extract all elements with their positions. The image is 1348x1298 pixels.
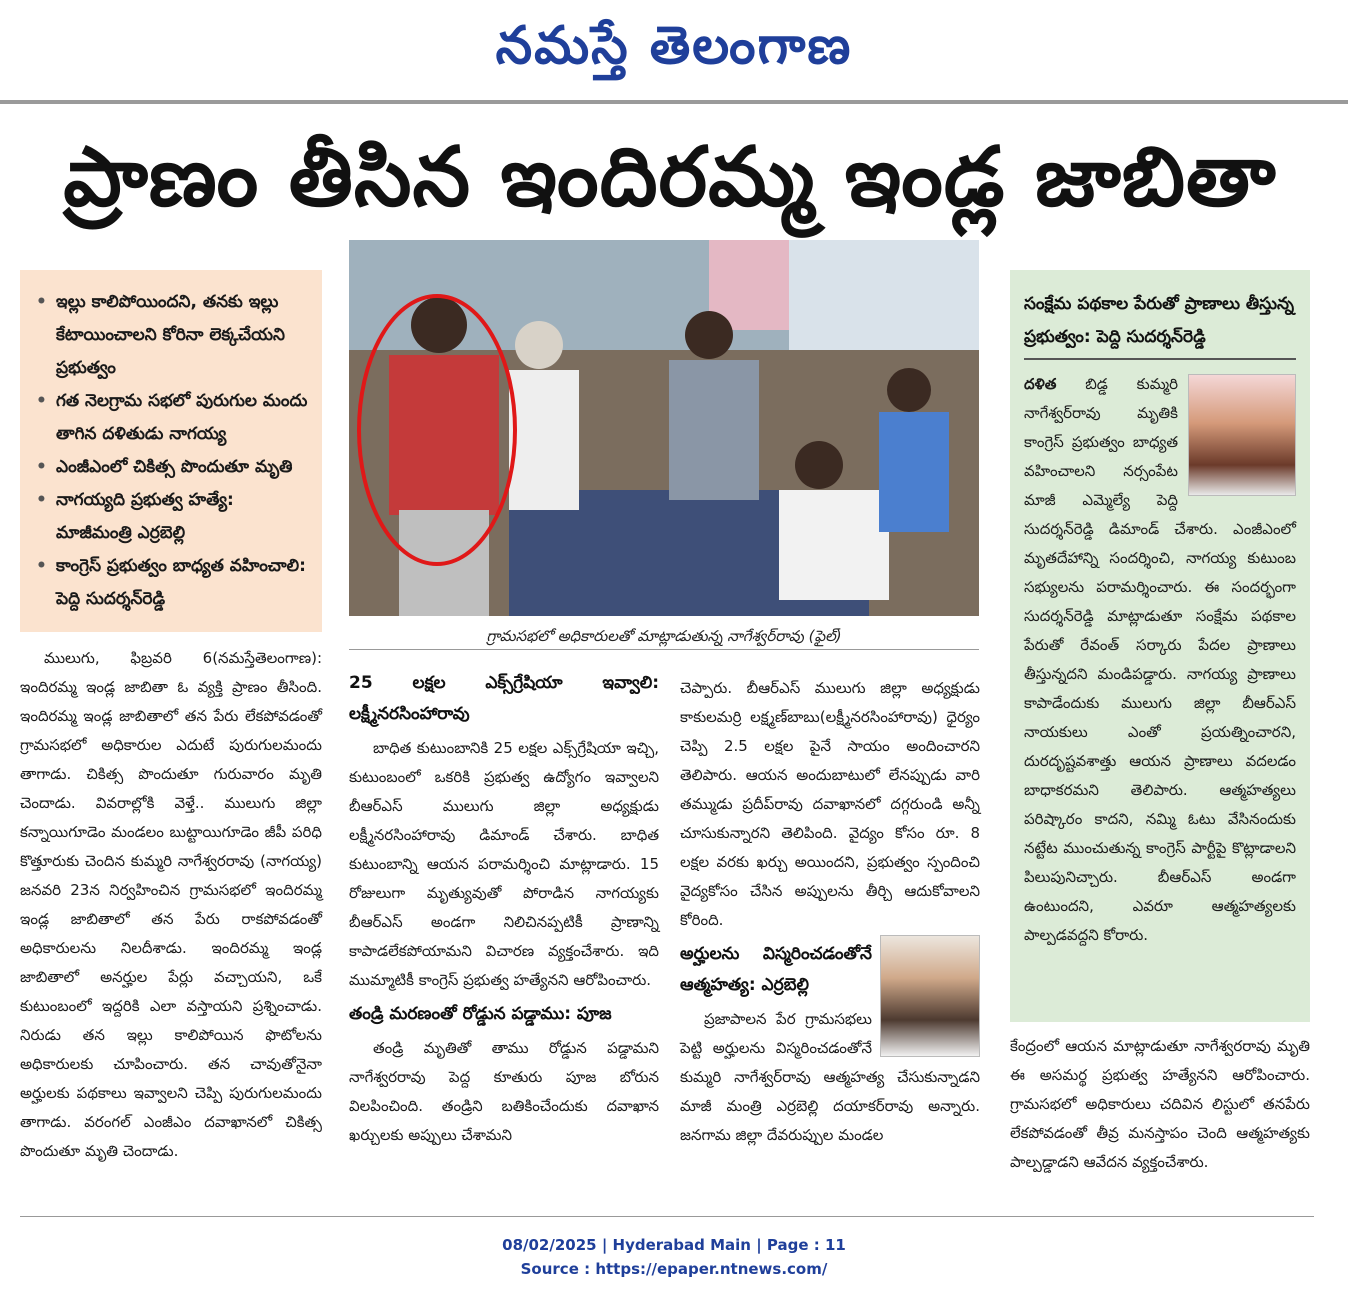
article-column-3 xyxy=(680,674,980,1204)
col4-paragraph: కేంద్రంలో ఆయన మాట్లాడుతూ నాగేశ్వరరావు మృతి ఈ అసమర్థ ప్రభుత్వ హత్యేనని ఆరోపించారు. గ్రామసభలో అధికారులు చదివిన లిస్టులో తనపేరు లేకపోవడంతో తీవ్ర మనస్తాపం చెంది ఆత్మహత్యకు పాల్పడ్డాడని ఆవేదన వ్యక్తంచేశారు. xyxy=(1010,1037,1310,1171)
bullet-icon: • xyxy=(36,490,47,510)
sidebar-portrait-photo xyxy=(1188,374,1296,496)
col3-portrait-photo xyxy=(880,935,980,1057)
col2-paragraph-1: బాధిత కుటుంబానికి 25 లక్షల ఎక్స్‌గ్రేషియా ఇచ్చి, కుటుంబంలో ఒకరికి ప్రభుత్వ ఉద్యోగం ఇవ్వాలని బీఆర్ఎస్ ములుగు జిల్లా అధ్యక్షుడు లక్ష్మీనరసింహారావు డిమాండ్ చేశారు. బాధిత కుటుంబాన్ని ఆయన పరామర్శించి మాట్లాడారు. 15 రోజులుగా మృత్యువుతో పోరాడిన నాగయ్యకు బీఆర్ఎస్ అండగా నిలిచినప్పటికీ ప్రాణాన్ని కాపాడలేకపోయామని విచారణ వ్యక్తంచేశారు. ఇది ముమ్మాటికీ కాంగ్రెస్ ప్రభుత్వ హత్యేనని ఆరోపించారు. xyxy=(349,739,659,989)
news-photo xyxy=(349,240,979,616)
highlights-list xyxy=(30,286,314,616)
headline: ప్రాణం తీసిన ఇందిరమ్మ ఇండ్ల జాబితా xyxy=(63,130,1277,225)
news-photo-illustration xyxy=(349,240,979,616)
col2-subhead-2: తండ్రి మరణంతో రోడ్డున పడ్డాము: పూజ xyxy=(349,1004,612,1024)
col3-paragraph-1: చెప్పారు. బీఆర్ఎస్ ములుగు జిల్లా అధ్యక్షుడు కాకులమర్రి లక్ష్మణ్‌బాబు(లక్ష్మీనరసింహారావు) ధైర్యం చెప్పి 2.5 లక్షల పైనే సాయం అందించారని తెలిపారు. ఆయన అందుబాటులో లేనప్పుడు వారి తమ్ముడు ప్రదీప్‌రావు దవాఖానలో దగ్గరుండి అన్నీ చూసుకున్నారని తెలిపింది. వైద్యం కోసం రూ. 8 లక్షల వరకు ఖర్చు అయిందని, ప్రభుత్వం స్పందించి వైద్యకోసం చేసిన అప్పులను తీర్చి ఆదుకోవాలని కోరింది. xyxy=(680,679,980,929)
col2-subhead-1: 25 లక్షల ఎక్స్‌గ్రేషియా ఇవ్వాలి: లక్ష్మీనరసింహారావు xyxy=(349,673,659,724)
bottom-rule xyxy=(20,1216,1314,1217)
sidebar-heading: సంక్షేమ పథకాల పేరుతో ప్రాణాలు తీస్తున్న ప్రభుత్వం: పెద్ది సుదర్శన్‌రెడ్డి xyxy=(1024,288,1296,360)
col3-paragraph-2: ప్రజాపాలన పేర గ్రామసభలు పెట్టి అర్హులను విస్మరించడంతోనే కుమ్మరి నాగేశ్వర్‌రావు ఆత్మహత్య చేసుకున్నాడని మాజీ మంత్రి ఎర్రబెల్లి దయాకర్‌రావు అన్నారు. జనగామ జిల్లా దేవరుప్పుల మండల xyxy=(680,1010,980,1144)
highlight-item: • గత నెలగ్రామ సభలో పురుగుల మందు తాగిన దళితుడు నాగయ్య xyxy=(30,385,314,451)
highlight-item: • నాగయ్యది ప్రభుత్వ హత్యే: మాజీమంత్రి ఎర్రబెల్లి xyxy=(30,484,314,550)
sidebar-article xyxy=(1010,270,1310,1022)
masthead-rule xyxy=(0,100,1348,104)
bullet-icon: • xyxy=(36,292,47,312)
col1-paragraph: ములుగు, ఫిబ్రవరి 6(నమస్తేతెలంగాణ): ఇందిరమ్మ ఇండ్ల జాబితా ఓ వ్యక్తి ప్రాణం తీసింది. ఇందిరమ్మ ఇండ్ల జాబితాలో తన పేరు లేకపోవడంతో గ్రామసభలో అధికారుల ఎదుటే పురుగులమందు తాగాడు. చికిత్స పొందుతూ గురువారం మృతి చెందాడు. వివరాల్లోకి వెళ్తే.. ములుగు జిల్లా కన్నాయిగూడెం మండలం బుట్టాయిగూడెం జీపీ పరిధి కొత్తూరుకు చెందిన కుమ్మరి నాగేశ్వరరావు (నాగయ్య) జనవరి 23న నిర్వహించిన గ్రామసభలో ఇందిరమ్మ ఇండ్ల జాబితాలో తన పేరు రాకపోవడంతో అధికారులను నిలదీశాడు. ఇందిరమ్మ ఇండ్ల జాబితాలో అనర్హుల పేర్లు వచ్చాయని, ఒకే కుటుంబంలో ఇద్దరికి ఎలా వస్తాయని ప్రశ్నించాడు. నిరుడు తన ఇల్లు కాలిపోయిన ఫొటోలను అధికారులకు చూపించారు. తన చావుతోనైనా అర్హులకు పథకాలు ఇవ్వాలని చెప్పి పురుగులమందు తాగాడు. వరంగల్ ఎంజీఎం దవాఖానలో చికిత్స పొందుతూ మృతి చెందాడు. xyxy=(20,649,322,1160)
highlight-item: • ఎంజీఎంలో చికిత్స పొందుతూ మృతి xyxy=(30,451,314,484)
bullet-icon: • xyxy=(36,556,47,576)
masthead xyxy=(0,0,1348,100)
col3-subhead: అర్హులను విస్మరించడంతోనే ఆత్మహత్య: ఎర్రబెల్లి xyxy=(680,944,872,995)
col2-paragraph-2: తండ్రి మృతితో తాము రోడ్డున పడ్డామని నాగేశ్వరరావు పెద్ద కూతురు పూజ బోరున విలపించింది. తండ్రిని బతికించేందుకు దవాఖాన ఖర్చులకు అప్పులు చేశామని xyxy=(349,1039,659,1144)
bullet-icon: • xyxy=(36,391,47,411)
article-column-4 xyxy=(1010,1032,1310,1204)
footer-edition-info: 08/02/2025 | Hyderabad Main | Page : 11 xyxy=(502,1236,846,1254)
article-column-1 xyxy=(20,644,322,1204)
highlight-item: • ఇల్లు కాలిపోయిందని, తనకు ఇల్లు కేటాయించాలని కోరినా లెక్కచేయని ప్రభుత్వం xyxy=(30,286,314,385)
highlights-box xyxy=(20,270,322,632)
masthead-title: నమస్తే తెలంగాణ xyxy=(495,15,853,76)
sidebar-lead: దళిత xyxy=(1024,375,1057,393)
highlight-item: • కాంగ్రెస్ ప్రభుత్వం బాధ్యత వహించాలి: పెద్ది సుదర్శన్‌రెడ్డి xyxy=(30,550,314,616)
sidebar-text: బిడ్డ కుమ్మరి నాగేశ్వర్‌రావు మృతికి కాంగ్రెస్ ప్రభుత్వం బాధ్యత వహించాలని నర్సంపేట మాజీ ఎమ్మెల్యే పెద్ది సుదర్శన్‌రెడ్డి డిమాండ్ చేశారు. ఎంజీఎంలో మృతదేహాన్ని సందర్శించి, నాగయ్య కుటుంబ సభ్యులను పరామర్శించారు. ఈ సందర్భంగా సుదర్శన్‌రెడ్డి మాట్లాడుతూ సంక్షేమ పథకాల పేరుతో రేవంత్ సర్కారు పేదల ప్రాణాలు తీస్తున్నదని మండిపడ్డారు. నాగయ్య ప్రాణాలు కాపాడేందుకు ములుగు జిల్లా బీఆర్ఎస్ నాయకులు ఎంతో ప్రయత్నించారని, దురదృష్టవశాత్తు ఆయన ప్రాణాలు వదలడం బాధాకరమని తెలిపారు. ఆత్మహత్యలు పరిష్కారం కాదని, నమ్మి ఓటు వేసినందుకు నట్టేట ముంచుతున్న కాంగ్రెస్ పార్టీపై కొట్లాడాలని పిలుపునిచ్చారు. బీఆర్ఎస్ అండగా ఉంటుందని, ఎవరూ ఆత్మహత్యలకు పాల్పడవద్దని కోరారు. xyxy=(1024,375,1296,944)
bullet-icon: • xyxy=(36,457,47,477)
footer-source: Source : https://epaper.ntnews.com/ xyxy=(520,1260,828,1278)
article-column-2 xyxy=(349,664,659,1204)
photo-caption: గ్రామసభలో అధికారులతో మాట్లాడుతున్న నాగేశ్వర్‌రావు (ఫైల్) xyxy=(349,622,979,650)
